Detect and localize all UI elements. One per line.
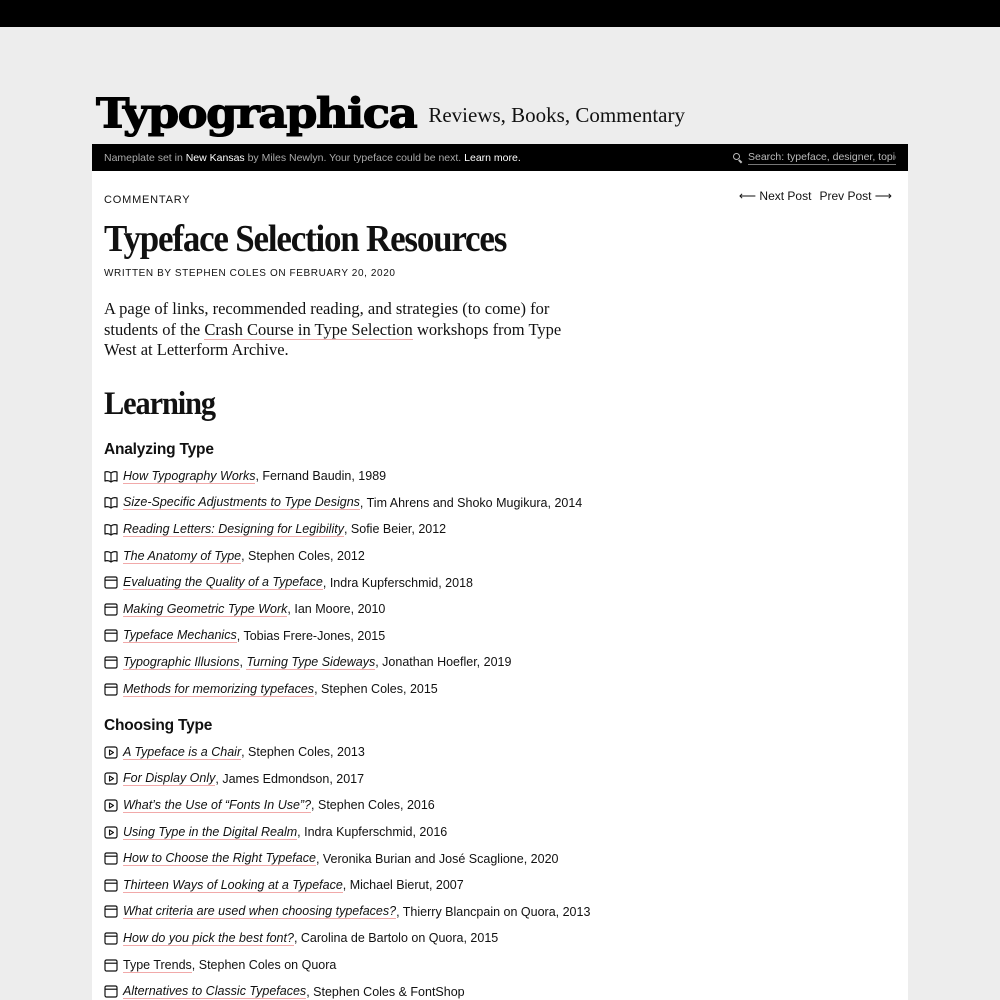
resource-link[interactable]: How Typography Works <box>123 468 256 483</box>
list-item <box>104 819 804 846</box>
play-icon <box>104 826 118 839</box>
resource-author: , Veronika Burian and José Scaglione, 2020 <box>315 851 559 866</box>
browser-icon <box>104 932 118 945</box>
list-item <box>104 516 804 543</box>
list-item <box>104 739 804 766</box>
article-content <box>92 171 908 1000</box>
resource-author: , Indra Kupferschmid, 2016 <box>297 825 448 840</box>
browser-icon <box>104 656 118 669</box>
book-icon <box>104 496 118 509</box>
list-item <box>104 463 804 490</box>
resource-link[interactable]: What’s the Use of “Fonts In Use”? <box>123 797 312 812</box>
play-icon <box>104 772 118 785</box>
resource-link[interactable]: For Display Only <box>123 771 216 786</box>
post-category[interactable]: COMMENTARY <box>104 194 191 206</box>
browser-icon <box>104 905 118 918</box>
resource-link[interactable]: Evaluating the Quality of a Typeface <box>123 575 323 590</box>
resource-author: , Stephen Coles, 2015 <box>314 682 438 697</box>
book-icon <box>104 550 118 563</box>
prev-post-link[interactable]: Prev Post ⟶ <box>819 189 892 203</box>
list-item <box>104 872 804 899</box>
list-item <box>104 978 804 1000</box>
analyzing-type-heading: Analyzing Type <box>104 441 214 458</box>
resource-author: , Stephen Coles, 2013 <box>241 745 365 760</box>
search-box <box>733 151 896 165</box>
resource-author: , Michael Bierut, 2007 <box>342 878 464 893</box>
resource-link[interactable]: Methods for memorizing typefaces <box>123 681 315 696</box>
post-title: Typeface Selection Resources <box>104 218 507 260</box>
resource-author: , Ian Moore, 2010 <box>287 602 386 617</box>
list-item <box>104 623 804 650</box>
browser-icon <box>104 852 118 865</box>
masthead <box>96 84 685 138</box>
choosing-type-list <box>104 739 804 1000</box>
site-logo[interactable]: Typographica <box>96 88 417 138</box>
list-item <box>104 490 804 517</box>
resource-author: , Fernand Baudin, 1989 <box>255 469 387 484</box>
analyzing-type-list <box>104 463 804 702</box>
list-item <box>104 596 804 623</box>
play-icon <box>104 799 118 812</box>
browser-icon <box>104 985 118 998</box>
list-item <box>104 952 804 979</box>
play-icon <box>104 746 118 759</box>
browser-icon <box>104 603 118 616</box>
resource-link[interactable]: Thirteen Ways of Looking at a Typeface <box>123 877 343 892</box>
resource-link[interactable]: The Anatomy of Type <box>123 548 242 563</box>
list-item <box>104 766 804 793</box>
top-bar <box>0 0 1000 27</box>
search-icon <box>733 153 742 162</box>
section-learning-heading: Learning <box>104 386 215 422</box>
intro-text-1: A page of links, recommended reading, and strategies (to come) for students of the <box>104 299 550 339</box>
browser-icon <box>104 959 118 972</box>
resource-author: , Tim Ahrens and Shoko Mugikura, 2014 <box>359 495 583 510</box>
resource-link[interactable]: Size-Specific Adjustments to Type Designs <box>123 495 360 510</box>
nameplate-text-2: by Miles Newlyn. Your typeface could be next. <box>244 151 465 164</box>
resource-link[interactable]: Alternatives to Classic Typefaces <box>123 984 307 999</box>
resource-author: , Stephen Coles, 2012 <box>241 549 365 564</box>
resource-author: , Thierry Blancpain on Quora, 2013 <box>396 904 591 919</box>
browser-icon <box>104 683 118 696</box>
resource-link[interactable]: What criteria are used when choosing typefaces? <box>123 904 397 919</box>
choosing-type-heading: Choosing Type <box>104 717 213 734</box>
resource-link[interactable]: Reading Letters: Designing for Legibility <box>123 521 344 536</box>
book-icon <box>104 470 118 483</box>
list-item <box>104 792 804 819</box>
list-item <box>104 543 804 570</box>
resource-link[interactable]: Using Type in the Digital Realm <box>123 824 298 839</box>
search-input[interactable] <box>748 151 896 165</box>
intro-text-2: workshops from Type West at Letterform Archive. <box>104 319 562 359</box>
list-item <box>104 569 804 596</box>
resource-link[interactable]: Type Trends <box>123 957 192 972</box>
resource-link[interactable]: How to Choose the Right Typeface <box>123 851 316 866</box>
separator: , <box>239 655 247 670</box>
nameplate-text-1: Nameplate set in <box>104 151 186 164</box>
list-item <box>104 649 804 676</box>
resource-author: , Jonathan Hoefler, 2019 <box>375 655 512 670</box>
post-intro <box>104 299 564 361</box>
next-post-link[interactable]: ⟵ Next Post <box>738 189 812 203</box>
post-navigation <box>739 189 892 203</box>
resource-author: , Stephen Coles & FontShop <box>306 984 465 999</box>
resource-link[interactable]: Making Geometric Type Work <box>123 601 288 616</box>
list-item <box>104 899 804 926</box>
crash-course-link[interactable]: Crash Course in Type Selection <box>204 319 413 339</box>
browser-icon <box>104 629 118 642</box>
resource-author: , Sofie Beier, 2012 <box>343 522 447 537</box>
resource-link[interactable]: Typeface Mechanics <box>123 628 237 643</box>
resource-author: , Stephen Coles on Quora <box>191 958 337 973</box>
resource-link[interactable]: A Typeface is a Chair <box>123 744 242 759</box>
nameplate-font-link[interactable]: New Kansas <box>185 151 245 164</box>
book-icon <box>104 523 118 536</box>
resource-author: , Tobias Frere-Jones, 2015 <box>236 628 386 643</box>
list-item <box>104 925 804 952</box>
resource-link[interactable]: How do you pick the best font? <box>123 930 294 945</box>
resource-author: , Carolina de Bartolo on Quora, 2015 <box>293 931 499 946</box>
resource-author: , Indra Kupferschmid, 2018 <box>322 575 473 590</box>
list-item <box>104 676 804 703</box>
browser-icon <box>104 576 118 589</box>
browser-icon <box>104 879 118 892</box>
learn-more-link[interactable]: Learn more. <box>464 151 521 164</box>
resource-author: , Stephen Coles, 2016 <box>311 798 435 813</box>
site-tagline: Reviews, Books, Commentary <box>428 103 685 127</box>
resource-link[interactable]: Typographic Illusions <box>123 654 240 669</box>
list-item <box>104 845 804 872</box>
info-bar <box>92 144 908 171</box>
post-byline: WRITTEN BY STEPHEN COLES ON FEBRUARY 20, 2020 <box>104 268 396 279</box>
resource-author: , James Edmondson, 2017 <box>215 771 365 786</box>
resource-link[interactable]: Turning Type Sideways <box>246 654 376 669</box>
